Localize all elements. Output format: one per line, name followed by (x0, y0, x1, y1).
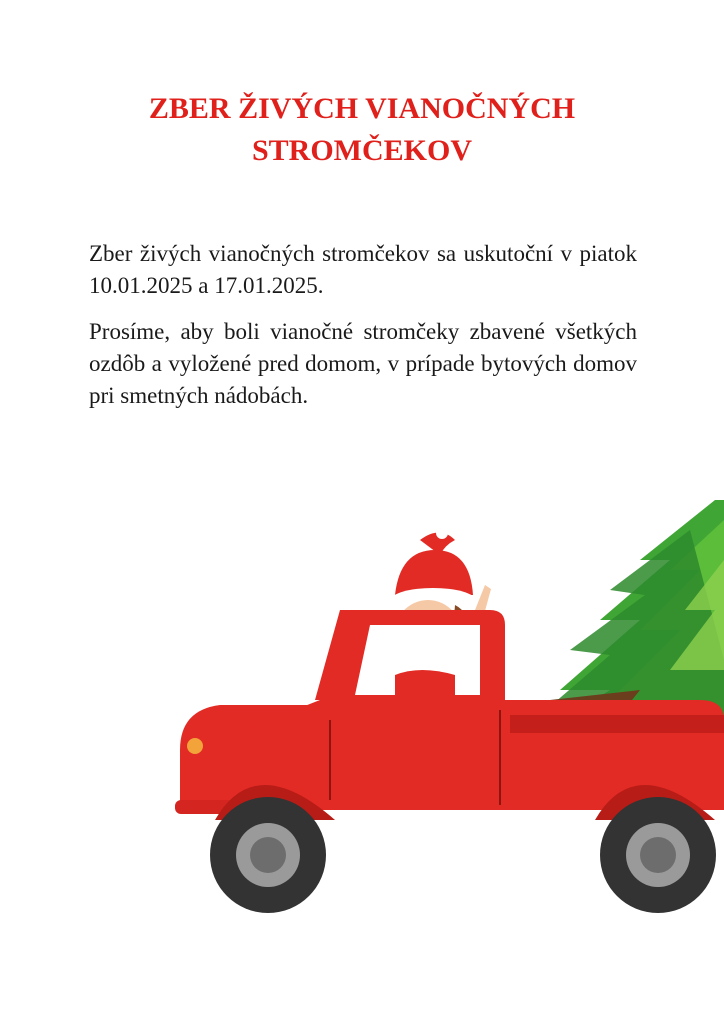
page-title (60, 88, 664, 172)
title-line-2: STROMČEKOV (251, 134, 473, 167)
truck-illustration (170, 500, 724, 930)
title-line-1: ZBER ŽIVÝCH VIANOČNÝCH (148, 92, 576, 125)
instructions-paragraph: Prosíme, aby boli vianočné stromčeky zbavené všetkých ozdôb a vyložené pred domom, v prípade bytových domov pri smetných nádobách. (89, 319, 637, 408)
collection-date-paragraph: Zber živých vianočných stromčekov sa uskutoční v piatok 10.01.2025 a 17.01.2025. (89, 241, 637, 298)
